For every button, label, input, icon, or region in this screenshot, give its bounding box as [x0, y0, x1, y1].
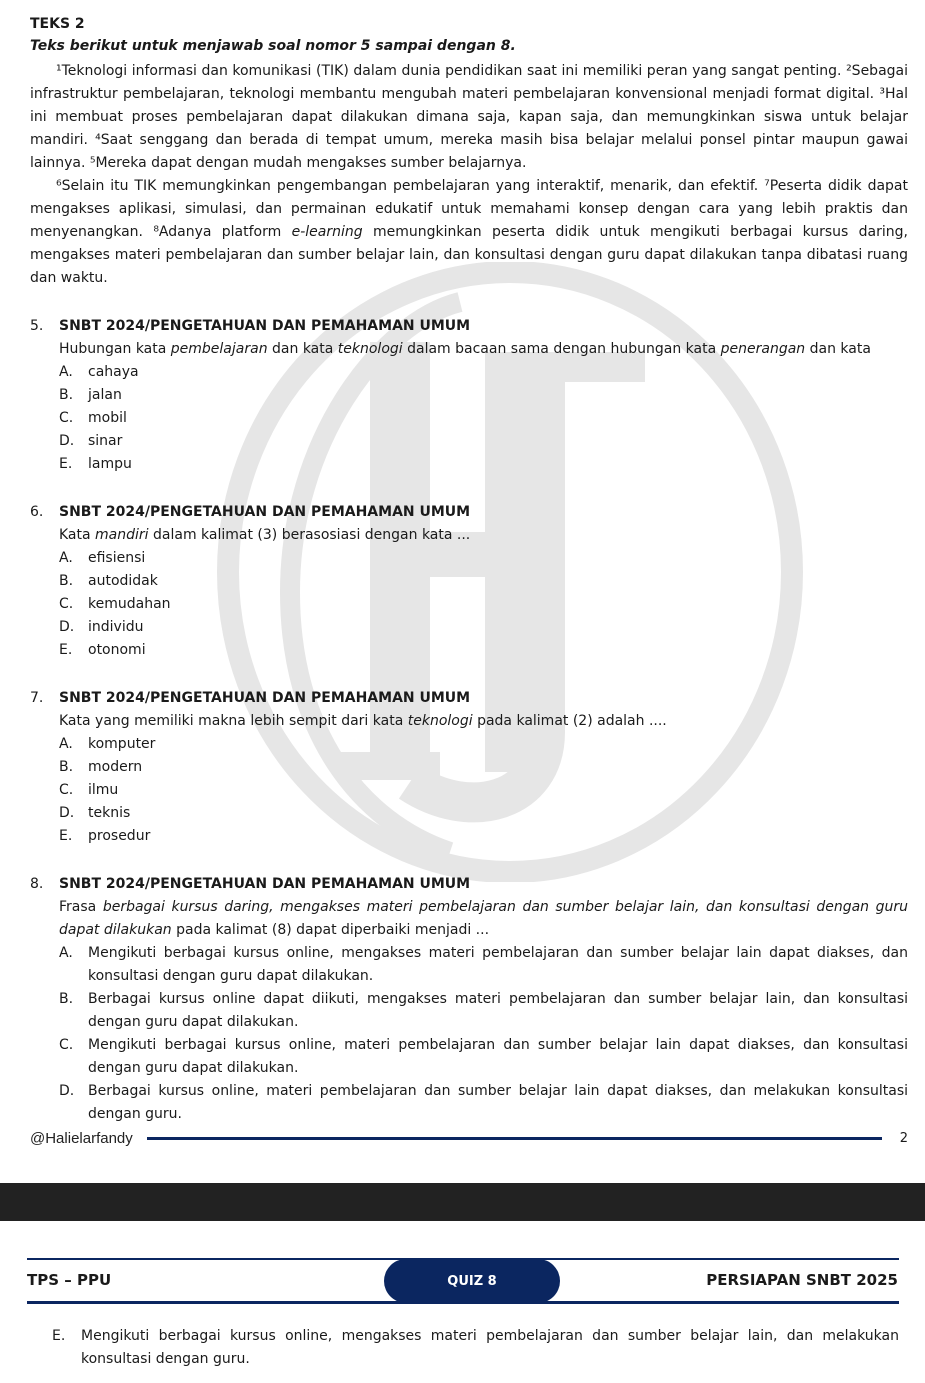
option-letter: E.	[59, 642, 73, 658]
option-letter: C.	[59, 410, 74, 426]
stem-part: Kata	[59, 527, 96, 543]
question-number: 7.	[30, 690, 44, 706]
option-letter: A.	[59, 945, 73, 961]
question-6	[30, 501, 908, 662]
stem-part: pembelajaran	[170, 341, 268, 357]
page-separator-band	[0, 1183, 925, 1221]
answer-option[interactable]	[59, 942, 908, 988]
option-letter: D.	[59, 433, 75, 449]
question-5	[30, 315, 908, 476]
answer-option[interactable]	[59, 756, 908, 779]
option-text: ilmu	[88, 782, 119, 798]
passage-paragraph-1: ¹Teknologi informasi dan komunikasi (TIK) dalam dunia pendidikan saat ini memiliki peran yang sangat penting. ²Sebagai infrastruktur pembelajaran, teknologi membantu mengubah materi pembelajaran konvensional menjadi format digital. ³Hal ini membuat proses pembelajaran dapat dilakukan dimana saja, kapan saja, dan memungkinkan siswa untuk belajar mandiri. ⁴Saat senggang dan berada di tempat umum, mereka masih bisa belajar melalui ponsel pintar maupun gawai lainnya. ⁵Mereka dapat dengan mudah mengakses sumber belajarnya.	[30, 63, 908, 171]
stem-part: pada kalimat (8) dapat diperbaiki menjadi ...	[171, 922, 490, 938]
question-category: SNBT 2024/PENGETAHUAN DAN PEMAHAMAN UMUM	[59, 504, 471, 520]
answer-option[interactable]	[59, 570, 908, 593]
footer-rule	[147, 1137, 882, 1140]
paragraph-2-italic-term: e-learning	[291, 224, 363, 240]
header-rule-bottom	[27, 1301, 899, 1304]
answer-option[interactable]	[59, 1080, 908, 1126]
option-letter: C.	[59, 782, 74, 798]
stem-part: berbagai kursus daring, mengakses materi pembelajaran dan sumber belajar lain, dan konsultasi dengan guru dapat dilakukan	[59, 899, 908, 938]
question-7	[30, 687, 908, 848]
page-number: 2	[899, 1130, 908, 1146]
answer-option[interactable]	[59, 407, 908, 430]
option-list	[59, 942, 908, 1126]
option-text: prosedur	[88, 828, 151, 844]
option-text: sinar	[88, 433, 123, 449]
option-letter: A.	[59, 550, 73, 566]
answer-option[interactable]	[59, 384, 908, 407]
paragraph-2-text-b: memungkinkan peserta didik untuk mengikuti berbagai kursus daring, mengakses materi pembelajaran dan sumber belajar lain, dan konsultasi dengan guru dapat dilakukan tanpa dibatasi ruang dan waktu.	[30, 224, 908, 286]
stem-part: dan kata	[805, 341, 871, 357]
stem-part: dan kata	[267, 341, 338, 357]
option-letter: B.	[59, 387, 74, 403]
option-text: individu	[88, 619, 144, 635]
option-letter: C.	[59, 596, 74, 612]
option-list	[59, 361, 908, 476]
question-header	[30, 873, 908, 896]
header-section-label: TPS – PPU	[27, 1271, 112, 1289]
footer-handle: @Halielarfandy	[30, 1129, 133, 1147]
answer-option[interactable]	[59, 639, 908, 662]
question-stem	[59, 338, 908, 361]
option-letter: B.	[59, 991, 74, 1007]
option-text: jalan	[88, 387, 122, 403]
option-text: teknis	[88, 805, 131, 821]
option-letter: A.	[59, 736, 73, 752]
teks-title: TEKS 2	[30, 16, 85, 32]
answer-option[interactable]	[59, 593, 908, 616]
page-footer	[30, 1127, 908, 1149]
stem-part: Kata yang memiliki makna lebih sempit dari kata	[59, 713, 408, 729]
question-header	[30, 501, 908, 524]
question-stem	[59, 710, 908, 733]
question-header	[30, 315, 908, 338]
answer-option[interactable]	[59, 361, 908, 384]
option-text: komputer	[88, 736, 156, 752]
stem-part: dalam bacaan sama dengan hubungan kata	[402, 341, 721, 357]
option-list	[59, 547, 908, 662]
question-category: SNBT 2024/PENGETAHUAN DAN PEMAHAMAN UMUM	[59, 876, 471, 892]
passage-paragraph-2	[30, 175, 908, 290]
answer-option[interactable]	[59, 825, 908, 848]
option-text: lampu	[88, 456, 132, 472]
answer-option[interactable]	[59, 430, 908, 453]
option-letter: D.	[59, 805, 75, 821]
option-text: cahaya	[88, 364, 139, 380]
question-header	[30, 687, 908, 710]
answer-option[interactable]	[59, 1034, 908, 1080]
option-letter: E.	[59, 456, 73, 472]
answer-option[interactable]	[59, 988, 908, 1034]
question-8-option-e[interactable]	[52, 1325, 899, 1371]
question-number: 5.	[30, 318, 44, 334]
question-8	[30, 873, 908, 1126]
option-text: modern	[88, 759, 143, 775]
stem-part: teknologi	[407, 713, 473, 729]
option-letter: D.	[59, 1083, 75, 1099]
option-list	[59, 733, 908, 848]
option-text: otonomi	[88, 642, 146, 658]
quiz-badge: QUIZ 8	[384, 1259, 560, 1303]
option-text: Berbagai kursus online dapat diikuti, mengakses materi pembelajaran dan sumber belajar lain, dan konsultasi dengan guru dapat dilakukan.	[88, 991, 908, 1030]
answer-option[interactable]	[59, 779, 908, 802]
option-letter: C.	[59, 1037, 74, 1053]
option-text: autodidak	[88, 573, 158, 589]
option-text: efisiensi	[88, 550, 146, 566]
answer-option[interactable]	[59, 802, 908, 825]
answer-option[interactable]	[59, 616, 908, 639]
option-text: Berbagai kursus online, materi pembelajaran dan sumber belajar lain dapat diakses, dan melakukan konsultasi dengan guru.	[88, 1083, 908, 1122]
answer-option[interactable]	[59, 733, 908, 756]
option-text: Mengikuti berbagai kursus online, mengakses materi pembelajaran dan sumber belajar lain, dan melakukan konsultasi dengan guru.	[81, 1328, 899, 1367]
option-letter: E.	[52, 1328, 66, 1344]
option-letter: B.	[59, 759, 74, 775]
answer-option[interactable]	[59, 547, 908, 570]
stem-part: dalam kalimat (3) berasosiasi dengan kata ...	[148, 527, 471, 543]
stem-part: pada kalimat (2) adalah ....	[472, 713, 667, 729]
stem-part: Frasa	[59, 899, 103, 915]
question-stem	[59, 524, 908, 547]
question-category: SNBT 2024/PENGETAHUAN DAN PEMAHAMAN UMUM	[59, 318, 471, 334]
option-text: Mengikuti berbagai kursus online, mengakses materi pembelajaran dan sumber belajar lain dapat diakses, dan konsultasi dengan guru dapat dilakukan.	[88, 945, 908, 984]
option-letter: B.	[59, 573, 74, 589]
document-body	[30, 14, 908, 1126]
option-letter: A.	[59, 364, 73, 380]
option-text: mobil	[88, 410, 127, 426]
option-text: Mengikuti berbagai kursus online, materi pembelajaran dan sumber belajar lain dapat diakses, dan konsultasi dengan guru dapat dilakukan.	[88, 1037, 908, 1076]
answer-option[interactable]	[59, 453, 908, 476]
question-number: 8.	[30, 876, 44, 892]
paragraph-2-text-a: ⁶Selain itu TIK memungkinkan pengembangan pembelajaran yang interaktif, menarik, dan efektif. ⁷Peserta didik dapat mengakses aplikasi, simulasi, dan permainan edukatif untuk memahami konsep dengan cara yang lebih praktis dan menyenangkan. ⁸Adanya platform	[30, 178, 908, 240]
stem-part: teknologi	[337, 341, 403, 357]
teks-subtitle: Teks berikut untuk menjawab soal nomor 5 sampai dengan 8.	[30, 38, 516, 54]
option-text: kemudahan	[88, 596, 171, 612]
stem-part: Hubungan kata	[59, 341, 171, 357]
option-letter: E.	[59, 828, 73, 844]
page-3-header-area	[0, 1221, 925, 1383]
stem-part: mandiri	[95, 527, 149, 543]
question-list	[30, 315, 908, 1126]
option-letter: D.	[59, 619, 75, 635]
header-exam-title: PERSIAPAN SNBT 2025	[706, 1271, 898, 1289]
question-category: SNBT 2024/PENGETAHUAN DAN PEMAHAMAN UMUM	[59, 690, 471, 706]
question-number: 6.	[30, 504, 44, 520]
stem-part: penerangan	[720, 341, 806, 357]
question-stem	[59, 896, 908, 942]
